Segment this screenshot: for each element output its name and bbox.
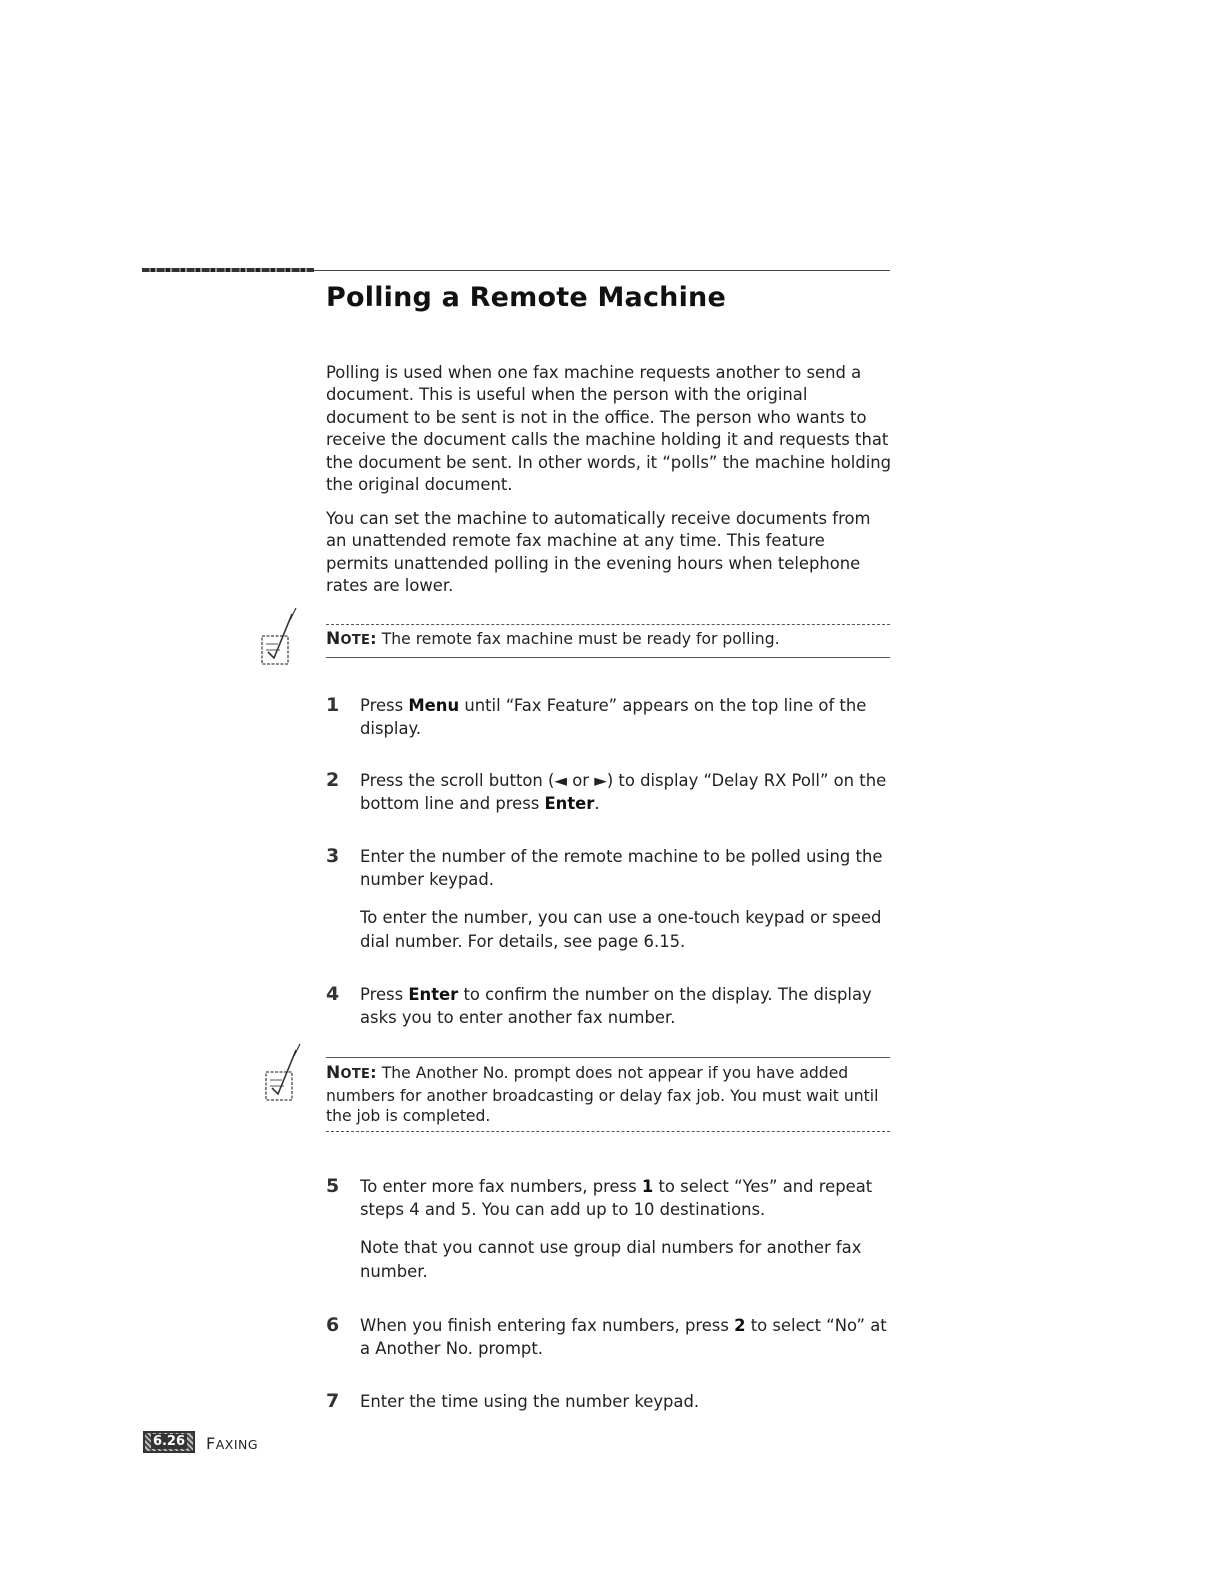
chapter-label: FAXING bbox=[206, 1434, 259, 1453]
step-number: 3 bbox=[326, 845, 340, 867]
step-text: Enter the time using the number keypad. bbox=[360, 1392, 700, 1411]
step-number: 4 bbox=[326, 983, 340, 1005]
note-2-bottom-rule bbox=[326, 1131, 890, 1132]
step-3-detail: To enter the number, you can use a one-touch keypad or speed dial number. For details, see page 6.15. bbox=[360, 908, 882, 951]
note-label: NOTE: bbox=[326, 1063, 377, 1083]
scroll-left-icon: ◄ bbox=[554, 771, 568, 790]
note-pencil-icon bbox=[262, 1042, 308, 1104]
note-1 bbox=[326, 629, 886, 652]
note-2-text: The Another No. prompt does not appear if you have added numbers for another broadcasting or delay fax job. You must wait until the job is completed. bbox=[326, 1064, 879, 1125]
step-number: 5 bbox=[326, 1175, 340, 1197]
note-1-bottom-rule bbox=[326, 657, 890, 658]
note-2-top-rule bbox=[326, 1057, 890, 1058]
intro-paragraph-1: Polling is used when one fax machine requests another to send a document. This is useful when the person with the original document to be sent is not in the office. The person who wants to receive the document calls the machine holding it and requests that the document be sent. In other words, it “polls” the machine holding the original document. bbox=[326, 363, 892, 495]
header-bar-decoration bbox=[142, 268, 314, 272]
step-text: To enter more fax numbers, press 1 to select “Yes” and repeat steps 4 and 5. You can add up to 10 destinations. Note that you cannot use group dial numbers for another fax number. bbox=[360, 1175, 890, 1283]
step-text: Press the scroll button (◄ or ►) to display “Delay RX Poll” on the bottom line and press Enter. bbox=[360, 771, 887, 814]
note-1-top-rule bbox=[326, 624, 890, 625]
step-5-detail: Note that you cannot use group dial numbers for another fax number. bbox=[360, 1238, 862, 1281]
note-label: NOTE: bbox=[326, 629, 377, 649]
step-number: 2 bbox=[326, 769, 340, 791]
intro-paragraph-2: You can set the machine to automatically receive documents from an unattended remote fax machine at any time. This feature permits unattended polling in the evening hours when telephone rates are lower. bbox=[326, 509, 871, 596]
step-number: 7 bbox=[326, 1390, 340, 1412]
header-rule bbox=[314, 270, 890, 271]
step-number: 6 bbox=[326, 1314, 340, 1336]
note-1-text: The remote fax machine must be ready for polling. bbox=[376, 630, 780, 648]
note-2 bbox=[326, 1063, 886, 1127]
step-text: Press Enter to confirm the number on the display. The display asks you to enter another fax number. bbox=[360, 985, 872, 1028]
note-pencil-icon bbox=[258, 606, 304, 668]
scroll-right-icon: ► bbox=[594, 771, 607, 790]
page-number-box bbox=[143, 1431, 195, 1453]
step-text: When you finish entering fax numbers, press 2 to select “No” at a Another No. prompt. bbox=[360, 1316, 887, 1359]
section-title: Polling a Remote Machine bbox=[326, 282, 726, 313]
step-text: Enter the number of the remote machine to be polled using the number keypad. To enter the number, you can use a one-touch keypad or speed dial number. For details, see page 6.15. bbox=[360, 845, 890, 953]
step-number: 1 bbox=[326, 694, 340, 716]
step-text: Press Menu until “Fax Feature” appears on the top line of the display. bbox=[360, 696, 867, 739]
page-number: 6.26 bbox=[152, 1434, 186, 1449]
